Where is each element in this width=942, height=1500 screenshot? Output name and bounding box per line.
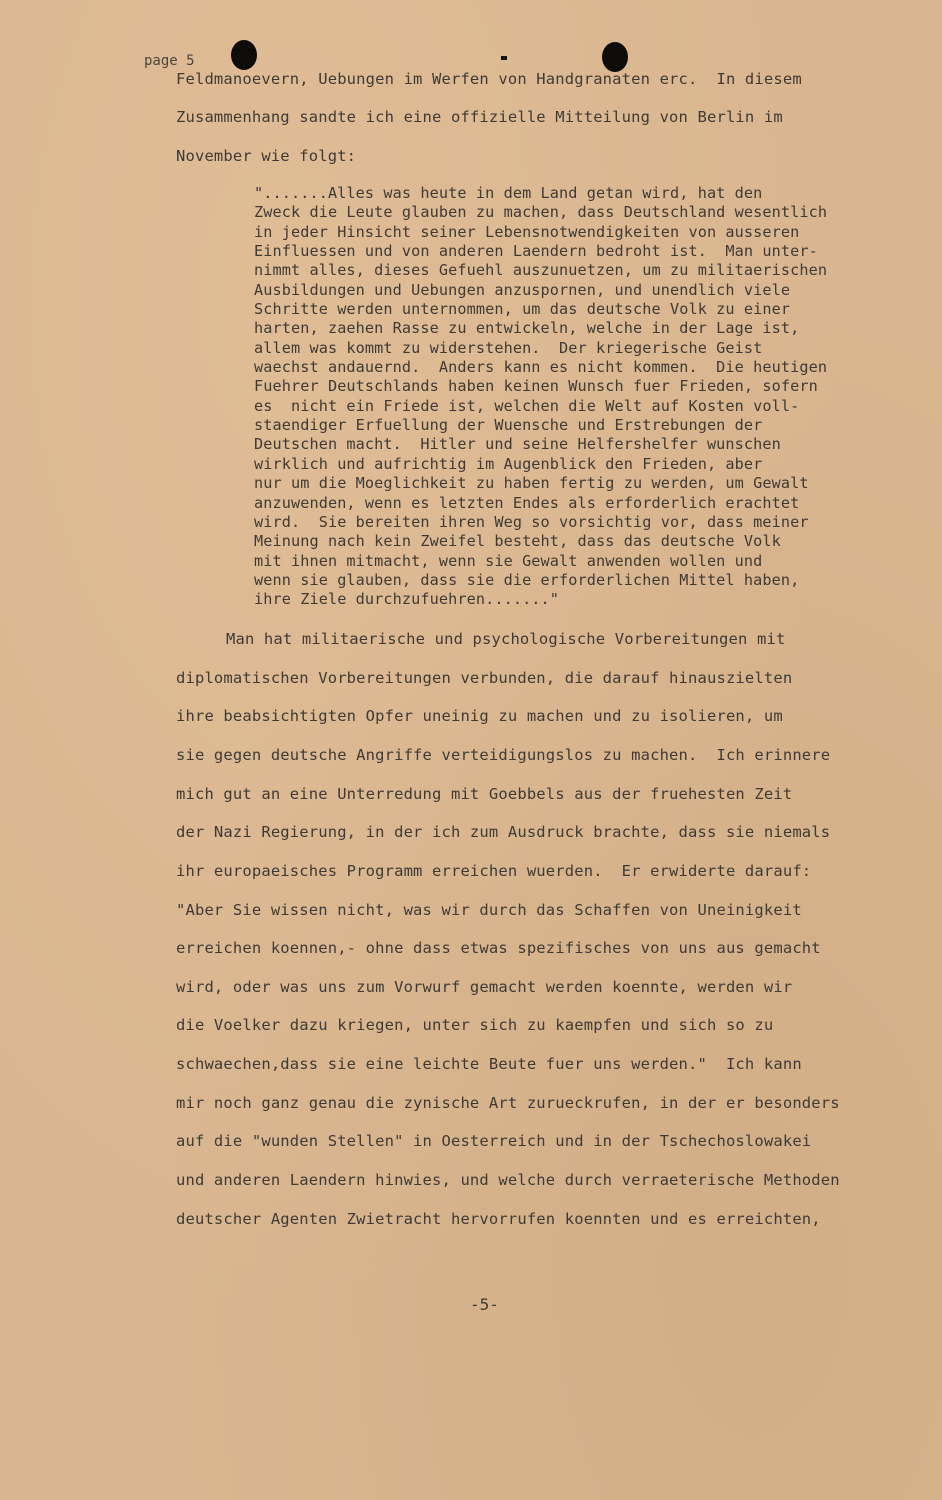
main-line: "Aber Sie wissen nicht, was wir durch das Schaffen von Uneinigkeit xyxy=(176,901,802,919)
main-line: der Nazi Regierung, in der ich zum Ausdruck brachte, dass sie niemals xyxy=(176,823,831,841)
quote-line: Deutschen macht. Hitler und seine Helfershelfer wunschen xyxy=(254,435,781,454)
intro-line: November wie folgt: xyxy=(176,147,357,165)
quote-line: nimmt alles, dieses Gefuehl auszunuetzen, um zu militaerischen xyxy=(254,261,828,280)
main-line: wird, oder was uns zum Vorwurf gemacht werden koennte, werden wir xyxy=(176,978,793,996)
quote-line: Einfluessen und von anderen Laendern bedroht ist. Man unter- xyxy=(254,242,818,261)
quote-line: wird. Sie bereiten ihren Weg so vorsichtig vor, dass meiner xyxy=(254,512,809,531)
quoted-message xyxy=(254,184,827,610)
intro-line: Feldmanoevern, Uebungen im Werfen von Handgranaten erc. In diesem xyxy=(176,70,802,88)
main-line: diplomatischen Vorbereitungen verbunden, die darauf hinauszielten xyxy=(176,669,793,687)
quote-line: harten, zaehen Rasse zu entwickeln, welche in der Lage ist, xyxy=(254,319,800,338)
quote-line: anzuwenden, wenn es letzten Endes als erforderlich erachtet xyxy=(254,493,800,512)
quote-line: Fuehrer Deutschlands haben keinen Wunsch fuer Frieden, sofern xyxy=(254,377,818,396)
quote-line: Zweck die Leute glauben zu machen, dass Deutschland wesentlich xyxy=(254,203,828,222)
punch-hole-right xyxy=(602,42,628,72)
quote-line: nur um die Moeglichkeit zu haben fertig zu werden, um Gewalt xyxy=(254,474,809,493)
quote-line: ihre Ziele durchzufuehren......." xyxy=(254,590,560,609)
quote-line: allem was kommt zu widerstehen. Der kriegerische Geist xyxy=(254,338,763,357)
main-line: sie gegen deutsche Angriffe verteidigungslos zu machen. Ich erinnere xyxy=(176,746,831,764)
quote-line: Ausbildungen und Uebungen anzuspornen, und unendlich viele xyxy=(254,280,791,299)
main-line: erreichen koennen,- ohne dass etwas spezifisches von uns aus gemacht xyxy=(176,939,821,957)
ink-speck xyxy=(501,56,507,60)
main-line: ihr europaeisches Programm erreichen wuerden. Er erwiderte darauf: xyxy=(176,862,812,880)
quote-line: mit ihnen mitmacht, wenn sie Gewalt anwenden wollen und xyxy=(254,551,763,570)
main-line: Man hat militaerische und psychologische Vorbereitungen mit xyxy=(226,630,786,648)
quote-line: es nicht ein Friede ist, welchen die Welt auf Kosten voll- xyxy=(254,396,800,415)
page-number: -5- xyxy=(470,1295,499,1314)
quote-line: Schritte werden unternommen, um das deutsche Volk zu einer xyxy=(254,300,791,319)
quote-line: waechst andauernd. Anders kann es nicht kommen. Die heutigen xyxy=(254,358,828,377)
main-line: die Voelker dazu kriegen, unter sich zu kaempfen und sich so zu xyxy=(176,1016,774,1034)
page-marker: page 5 xyxy=(144,53,195,69)
quote-line: wirklich und aufrichtig im Augenblick den Frieden, aber xyxy=(254,454,763,473)
intro-line: Zusammenhang sandte ich eine offizielle Mitteilung von Berlin im xyxy=(176,108,783,126)
quote-line: ".......Alles was heute in dem Land getan wird, hat den xyxy=(254,184,763,202)
main-line: schwaechen,dass sie eine leichte Beute fuer uns werden." Ich kann xyxy=(176,1055,802,1073)
main-line: deutscher Agenten Zwietracht hervorrufen koennten und es erreichten, xyxy=(176,1210,821,1228)
quote-line: in jeder Hinsicht seiner Lebensnotwendigkeiten von ausseren xyxy=(254,222,800,241)
quote-line: wenn sie glauben, dass sie die erforderlichen Mittel haben, xyxy=(254,570,800,589)
punch-hole-left xyxy=(231,40,257,70)
main-line: ihre beabsichtigten Opfer uneinig zu machen und zu isolieren, um xyxy=(176,707,783,725)
quote-line: Meinung nach kein Zweifel besteht, dass das deutsche Volk xyxy=(254,532,781,551)
main-line: mir noch ganz genau die zynische Art zurueckrufen, in der er besonders xyxy=(176,1094,840,1112)
main-line: mich gut an eine Unterredung mit Goebbels aus der fruehesten Zeit xyxy=(176,785,793,803)
main-line: und anderen Laendern hinwies, und welche durch verraeterische Methoden xyxy=(176,1171,840,1189)
main-line: auf die "wunden Stellen" in Oesterreich und in der Tschechoslowakei xyxy=(176,1132,812,1150)
quote-line: staendiger Erfuellung der Wuensche und Erstrebungen der xyxy=(254,416,763,435)
